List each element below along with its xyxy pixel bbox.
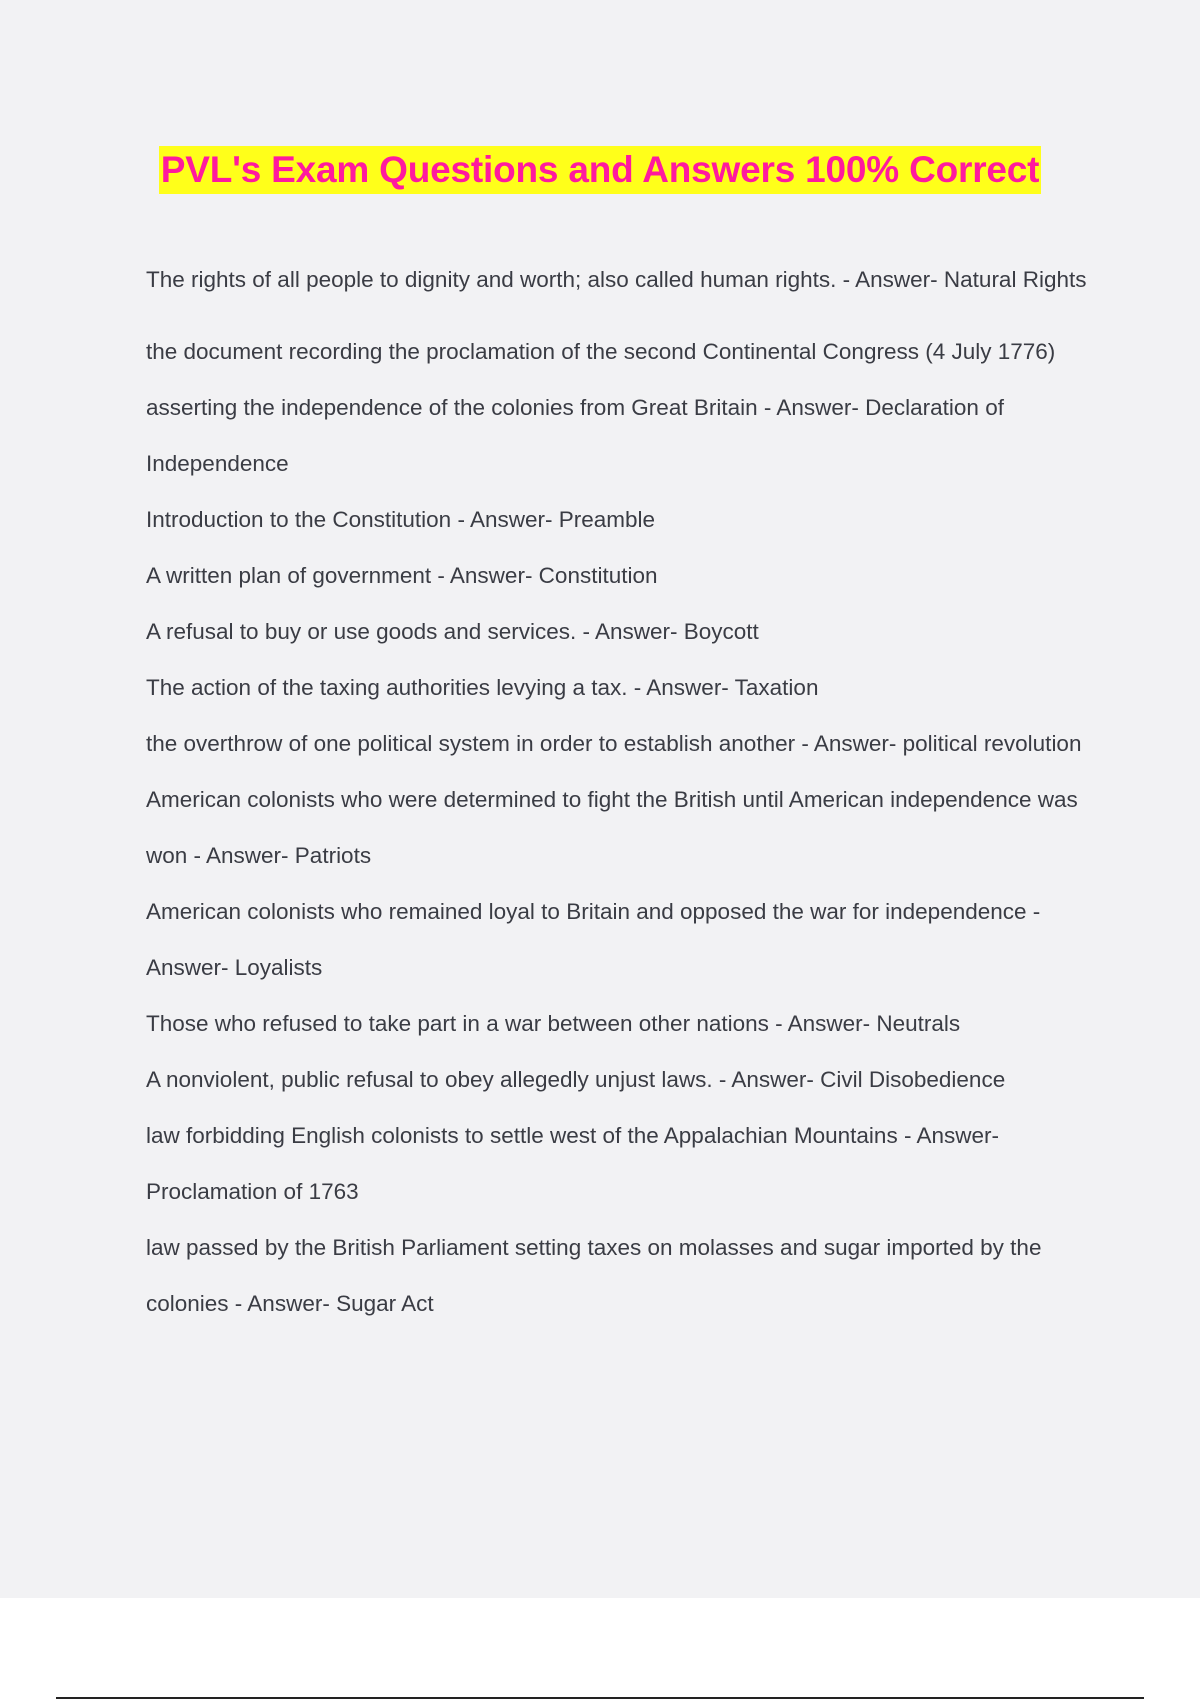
qa-entry: American colonists who were determined to fight the British until American independence was won - Answer- Patriots (146, 787, 1078, 868)
qa-entry: Introduction to the Constitution - Answer- Preamble (146, 507, 656, 532)
qa-entry: Those who refused to take part in a war between other nations - Answer- Neutrals (146, 1011, 961, 1036)
qa-entry: the document recording the proclamation of the second Continental Congress (4 July 1776) asserting the independence of the colonies from Great Britain - Answer- Declaration of Independence (146, 339, 1056, 476)
qa-entry: American colonists who remained loyal to Britain and opposed the war for independence - Answer- Loyalists (146, 899, 1041, 980)
qa-entry: A nonviolent, public refusal to obey allegedly unjust laws. - Answer- Civil Disobedience (146, 1067, 1006, 1092)
document-title: PVL's Exam Questions and Answers 100% Correct (159, 146, 1042, 194)
qa-list (146, 252, 1096, 1332)
qa-entry: The action of the taxing authorities levying a tax. - Answer- Taxation (146, 675, 819, 700)
qa-entry: law forbidding English colonists to settle west of the Appalachian Mountains - Answer- Proclamation of 1763 (146, 1123, 999, 1204)
qa-entry: A written plan of government - Answer- Constitution (146, 563, 658, 588)
qa-entry: A refusal to buy or use goods and services. - Answer- Boycott (146, 619, 759, 644)
qa-entry: law passed by the British Parliament setting taxes on molasses and sugar imported by the colonies - Answer- Sugar Act (146, 1235, 1042, 1316)
qa-entry: the overthrow of one political system in order to establish another - Answer- political revolution (146, 731, 1082, 756)
title-container (0, 146, 1200, 194)
footer-divider (56, 1697, 1144, 1699)
qa-entry: The rights of all people to dignity and worth; also called human rights. - Answer- Natural Rights (146, 267, 1087, 292)
